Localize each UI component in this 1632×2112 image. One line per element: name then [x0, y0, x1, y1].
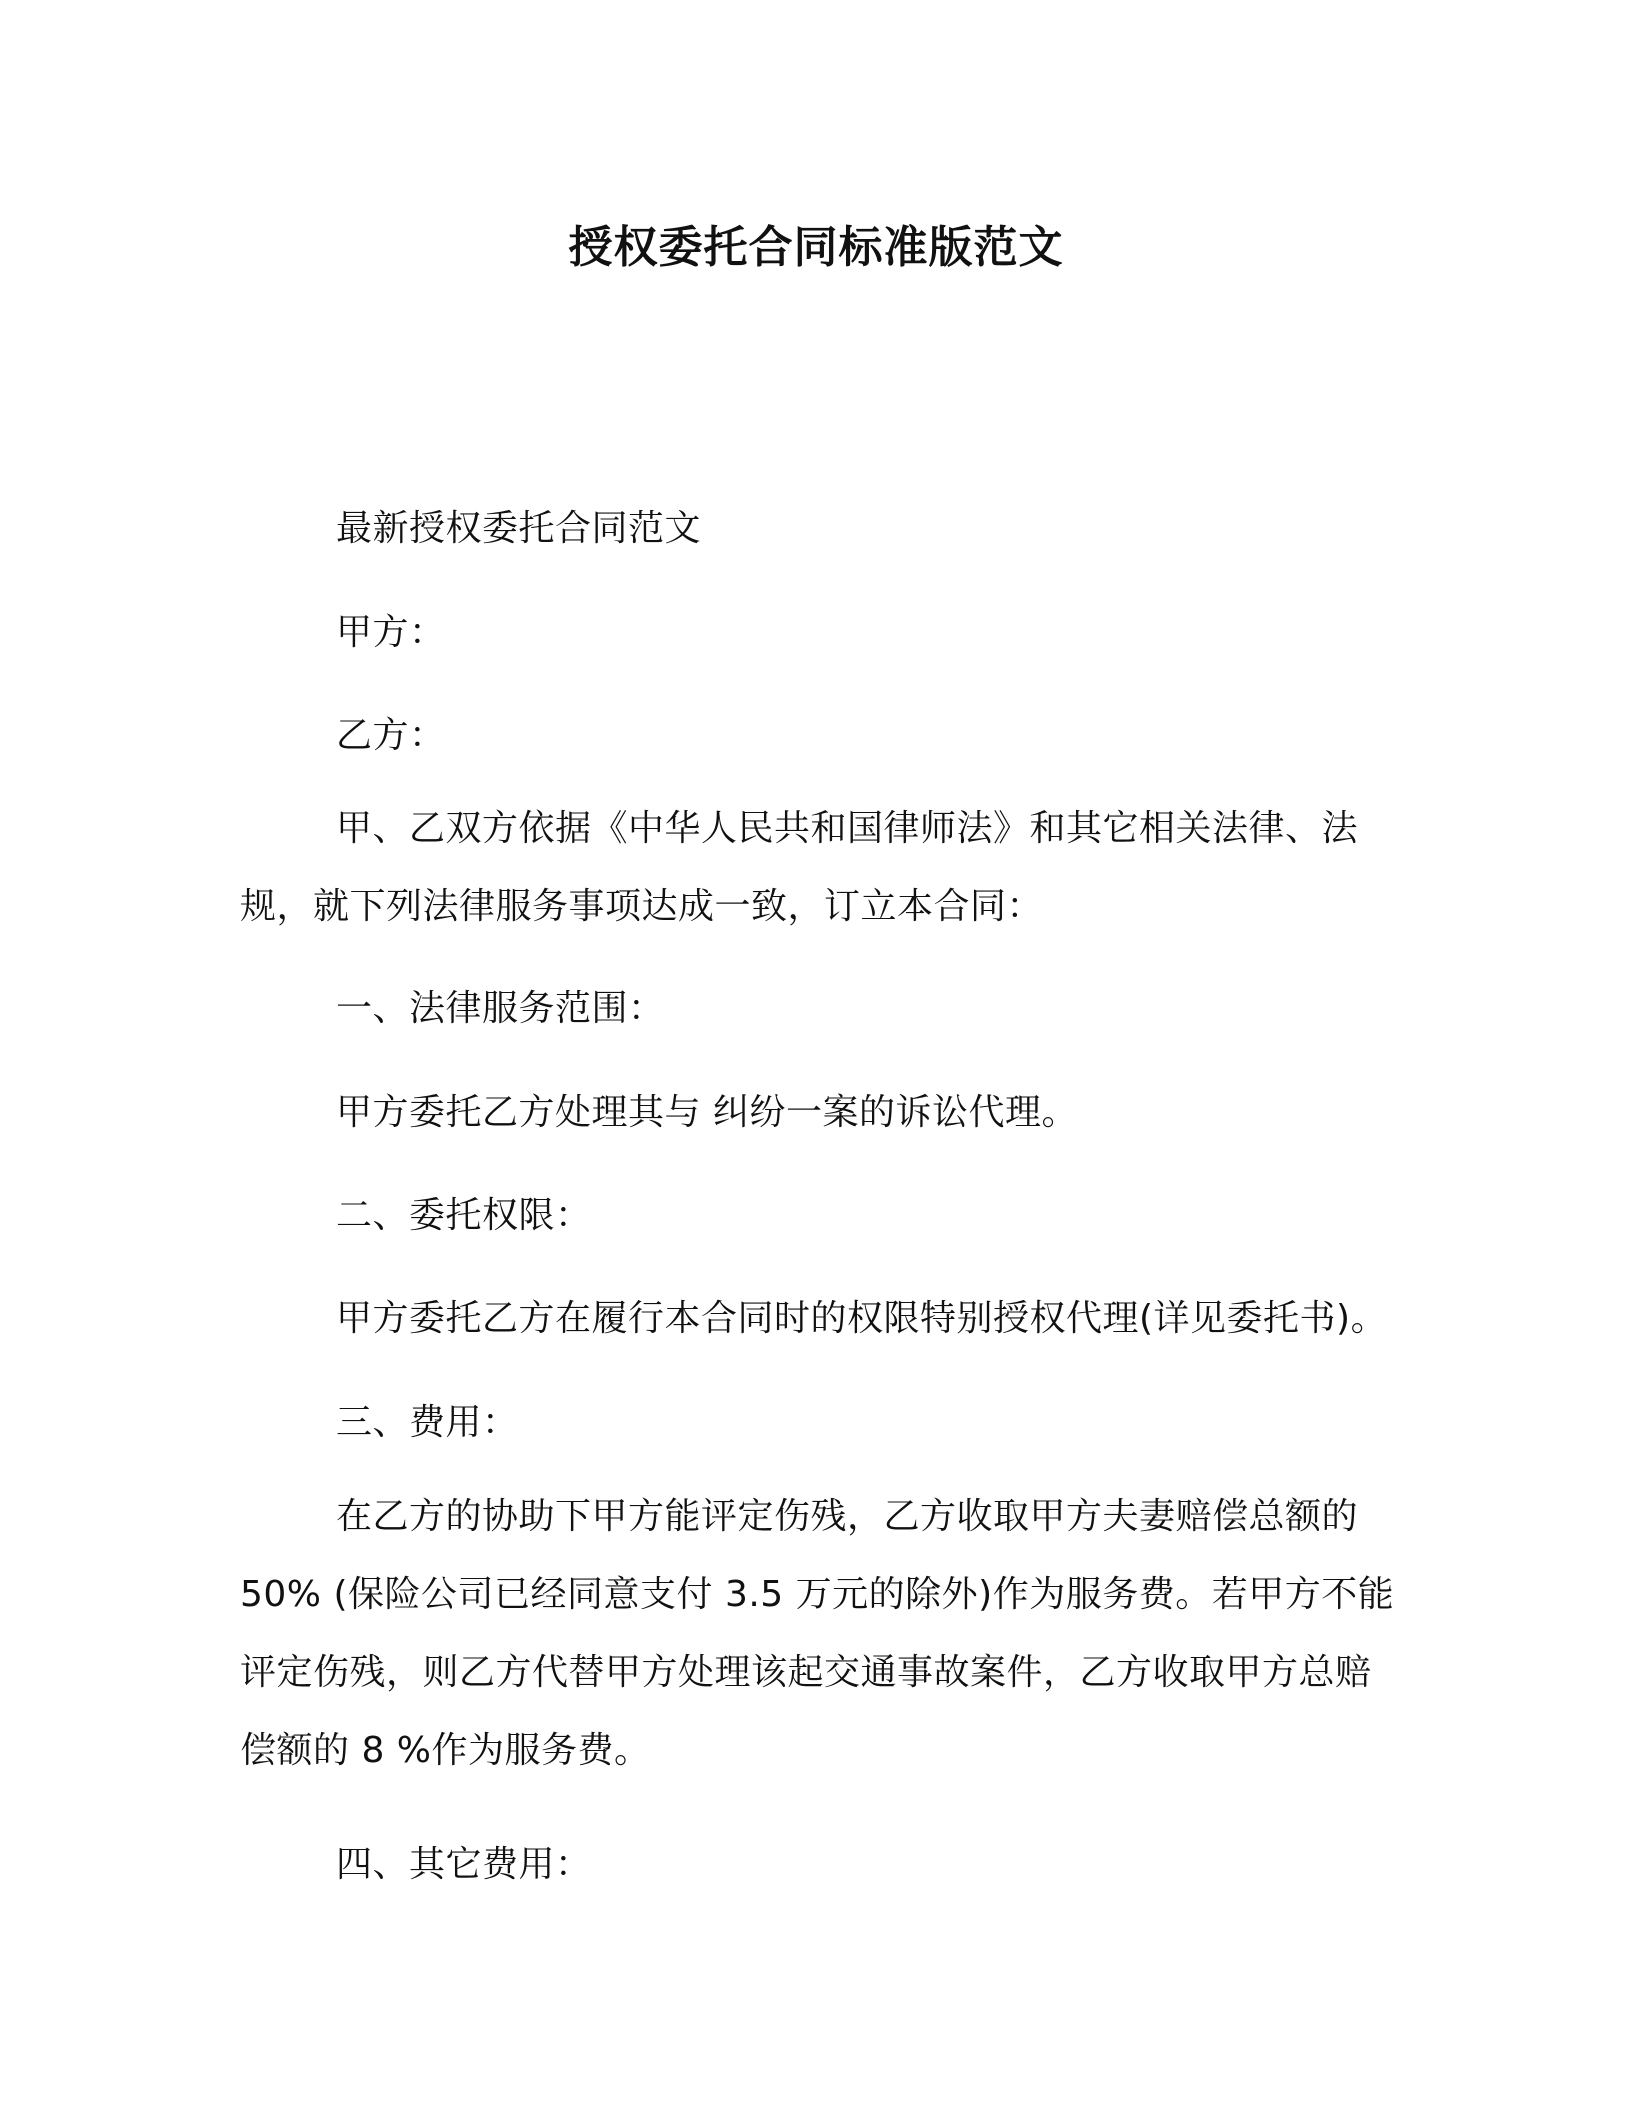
party-b-line: 乙方：: [336, 715, 446, 756]
preamble-paragraph: 甲、乙双方依据《中华人民共和国律师法》和其它相关法律、法规，就下列法律服务事项达成一致，订立本合同：: [240, 808, 1359, 927]
party-a-line: 甲方：: [336, 612, 446, 653]
section-2-body: 甲方委托乙方在履行本合同时的权限特别授权代理(详见委托书)。: [336, 1298, 1388, 1339]
document-subtitle: 最新授权委托合同范文: [336, 508, 702, 549]
section-1-body: 甲方委托乙方处理其与 纠纷一案的诉讼代理。: [336, 1092, 1078, 1133]
section-4-heading: 四、其它费用：: [336, 1844, 592, 1885]
section-3-body: 在乙方的协助下甲方能评定伤残，乙方收取甲方夫妻赔偿总额的 50% (保险公司已经同意支付 3.5 万元的除外)作为服务费。若甲方不能评定伤残，则乙方代替甲方处理该起交通事故案件，乙方收取甲方总赔偿额的 8 %作为服务费。: [240, 1496, 1395, 1771]
section-3-heading: 三、费用：: [336, 1402, 519, 1443]
section-1-heading: 一、法律服务范围：: [336, 988, 665, 1029]
section-2-heading: 二、委托权限：: [336, 1195, 592, 1236]
document-title: 授权委托合同标准版范文: [568, 222, 1064, 273]
